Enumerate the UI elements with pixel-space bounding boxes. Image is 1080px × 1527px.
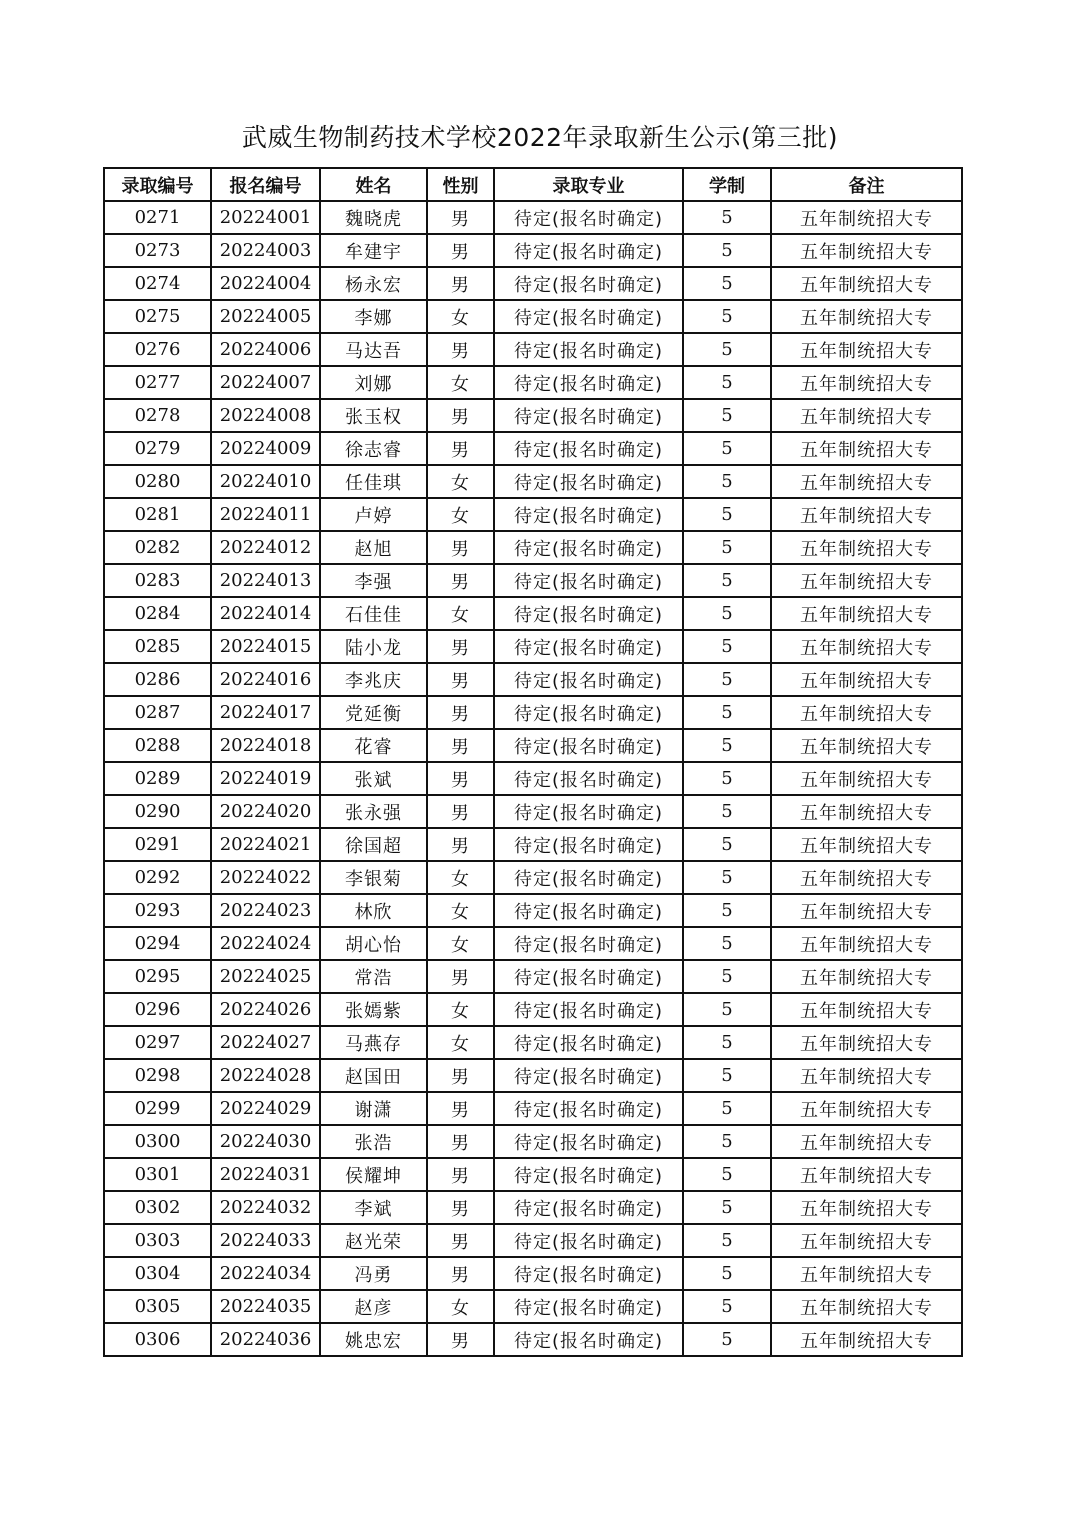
header-gender: 性别 [427,168,494,201]
table-row [104,729,962,762]
student-name-cell: 冯勇 [320,1257,427,1290]
major-cell: 待定(报名时确定) [494,597,683,630]
note-cell: 五年制统招大专 [771,564,962,597]
note-cell: 五年制统招大专 [771,762,962,795]
note-cell: 五年制统招大专 [771,729,962,762]
student-name-cell: 石佳佳 [320,597,427,630]
student-name-cell: 杨永宏 [320,267,427,300]
student-name-cell: 赵旭 [320,531,427,564]
admission-table [103,167,963,1357]
duration-cell: 5 [683,861,771,894]
admission-number-cell: 0306 [104,1323,211,1356]
duration-cell: 5 [683,1026,771,1059]
table-row [104,630,962,663]
major-cell: 待定(报名时确定) [494,1026,683,1059]
duration-cell: 5 [683,1257,771,1290]
admission-number-cell: 0278 [104,399,211,432]
note-cell: 五年制统招大专 [771,366,962,399]
registration-number-cell: 20224016 [211,663,320,696]
note-cell: 五年制统招大专 [771,1125,962,1158]
table-row [104,564,962,597]
major-cell: 待定(报名时确定) [494,960,683,993]
admission-number-cell: 0289 [104,762,211,795]
major-cell: 待定(报名时确定) [494,1158,683,1191]
gender-cell: 男 [427,960,494,993]
note-cell: 五年制统招大专 [771,531,962,564]
duration-cell: 5 [683,597,771,630]
registration-number-cell: 20224028 [211,1059,320,1092]
duration-cell: 5 [683,300,771,333]
major-cell: 待定(报名时确定) [494,663,683,696]
duration-cell: 5 [683,1290,771,1323]
admission-number-cell: 0271 [104,201,211,234]
duration-cell: 5 [683,399,771,432]
gender-cell: 女 [427,1290,494,1323]
duration-cell: 5 [683,1323,771,1356]
registration-number-cell: 20224034 [211,1257,320,1290]
student-name-cell: 魏晓虎 [320,201,427,234]
gender-cell: 男 [427,399,494,432]
registration-number-cell: 20224036 [211,1323,320,1356]
note-cell: 五年制统招大专 [771,300,962,333]
admission-number-cell: 0302 [104,1191,211,1224]
note-cell: 五年制统招大专 [771,1191,962,1224]
admission-number-cell: 0296 [104,993,211,1026]
duration-cell: 5 [683,630,771,663]
major-cell: 待定(报名时确定) [494,894,683,927]
admission-number-cell: 0282 [104,531,211,564]
major-cell: 待定(报名时确定) [494,1092,683,1125]
major-cell: 待定(报名时确定) [494,1125,683,1158]
header-name: 姓名 [320,168,427,201]
registration-number-cell: 20224020 [211,795,320,828]
gender-cell: 男 [427,828,494,861]
student-name-cell: 张玉权 [320,399,427,432]
major-cell: 待定(报名时确定) [494,696,683,729]
note-cell: 五年制统招大专 [771,1323,962,1356]
gender-cell: 女 [427,993,494,1026]
table-row [104,1026,962,1059]
student-name-cell: 李强 [320,564,427,597]
major-cell: 待定(报名时确定) [494,1059,683,1092]
duration-cell: 5 [683,894,771,927]
registration-number-cell: 20224029 [211,1092,320,1125]
registration-number-cell: 20224004 [211,267,320,300]
registration-number-cell: 20224014 [211,597,320,630]
registration-number-cell: 20224026 [211,993,320,1026]
duration-cell: 5 [683,960,771,993]
registration-number-cell: 20224007 [211,366,320,399]
table-row [104,597,962,630]
major-cell: 待定(报名时确定) [494,267,683,300]
admission-number-cell: 0273 [104,234,211,267]
gender-cell: 男 [427,1092,494,1125]
duration-cell: 5 [683,531,771,564]
table-row [104,960,962,993]
note-cell: 五年制统招大专 [771,498,962,531]
gender-cell: 男 [427,1059,494,1092]
registration-number-cell: 20224031 [211,1158,320,1191]
admission-number-cell: 0284 [104,597,211,630]
major-cell: 待定(报名时确定) [494,729,683,762]
major-cell: 待定(报名时确定) [494,795,683,828]
table-row [104,1158,962,1191]
student-name-cell: 赵光荣 [320,1224,427,1257]
note-cell: 五年制统招大专 [771,201,962,234]
duration-cell: 5 [683,927,771,960]
admission-number-cell: 0276 [104,333,211,366]
gender-cell: 男 [427,795,494,828]
major-cell: 待定(报名时确定) [494,300,683,333]
major-cell: 待定(报名时确定) [494,564,683,597]
registration-number-cell: 20224001 [211,201,320,234]
gender-cell: 男 [427,333,494,366]
duration-cell: 5 [683,234,771,267]
major-cell: 待定(报名时确定) [494,1323,683,1356]
note-cell: 五年制统招大专 [771,927,962,960]
page-title: 武威生物制药技术学校2022年录取新生公示(第三批) [241,123,839,152]
gender-cell: 男 [427,696,494,729]
duration-cell: 5 [683,663,771,696]
major-cell: 待定(报名时确定) [494,399,683,432]
major-cell: 待定(报名时确定) [494,1191,683,1224]
table-row [104,465,962,498]
table-row [104,531,962,564]
duration-cell: 5 [683,432,771,465]
gender-cell: 男 [427,234,494,267]
gender-cell: 男 [427,729,494,762]
gender-cell: 男 [427,630,494,663]
header-admission-number: 录取编号 [104,168,211,201]
note-cell: 五年制统招大专 [771,597,962,630]
note-cell: 五年制统招大专 [771,861,962,894]
gender-cell: 男 [427,1224,494,1257]
duration-cell: 5 [683,201,771,234]
gender-cell: 男 [427,1323,494,1356]
duration-cell: 5 [683,1059,771,1092]
major-cell: 待定(报名时确定) [494,333,683,366]
registration-number-cell: 20224024 [211,927,320,960]
major-cell: 待定(报名时确定) [494,366,683,399]
admission-number-cell: 0275 [104,300,211,333]
admission-number-cell: 0304 [104,1257,211,1290]
note-cell: 五年制统招大专 [771,465,962,498]
table-row [104,1125,962,1158]
student-name-cell: 徐国超 [320,828,427,861]
duration-cell: 5 [683,1158,771,1191]
table-row [104,399,962,432]
admission-number-cell: 0279 [104,432,211,465]
table-row [104,663,962,696]
student-name-cell: 张嫣紫 [320,993,427,1026]
registration-number-cell: 20224018 [211,729,320,762]
table-row [104,1191,962,1224]
student-name-cell: 任佳琪 [320,465,427,498]
registration-number-cell: 20224009 [211,432,320,465]
gender-cell: 女 [427,927,494,960]
table-body [104,201,962,1356]
header-duration: 学制 [683,168,771,201]
student-name-cell: 林欣 [320,894,427,927]
student-name-cell: 胡心怡 [320,927,427,960]
table-header-row [104,168,962,201]
registration-number-cell: 20224023 [211,894,320,927]
admission-number-cell: 0298 [104,1059,211,1092]
major-cell: 待定(报名时确定) [494,993,683,1026]
student-name-cell: 李兆庆 [320,663,427,696]
table-row [104,993,962,1026]
table-row [104,498,962,531]
gender-cell: 男 [427,663,494,696]
duration-cell: 5 [683,465,771,498]
admission-number-cell: 0293 [104,894,211,927]
registration-number-cell: 20224015 [211,630,320,663]
note-cell: 五年制统招大专 [771,399,962,432]
table-row [104,1092,962,1125]
gender-cell: 女 [427,498,494,531]
gender-cell: 女 [427,366,494,399]
student-name-cell: 刘娜 [320,366,427,399]
gender-cell: 女 [427,597,494,630]
registration-number-cell: 20224017 [211,696,320,729]
duration-cell: 5 [683,696,771,729]
table-row [104,300,962,333]
admission-number-cell: 0295 [104,960,211,993]
student-name-cell: 谢潇 [320,1092,427,1125]
gender-cell: 男 [427,1257,494,1290]
major-cell: 待定(报名时确定) [494,498,683,531]
major-cell: 待定(报名时确定) [494,432,683,465]
registration-number-cell: 20224033 [211,1224,320,1257]
admission-number-cell: 0291 [104,828,211,861]
student-name-cell: 花睿 [320,729,427,762]
duration-cell: 5 [683,729,771,762]
student-name-cell: 李娜 [320,300,427,333]
note-cell: 五年制统招大专 [771,663,962,696]
table-row [104,1290,962,1323]
note-cell: 五年制统招大专 [771,696,962,729]
registration-number-cell: 20224010 [211,465,320,498]
student-name-cell: 徐志睿 [320,432,427,465]
admission-number-cell: 0301 [104,1158,211,1191]
note-cell: 五年制统招大专 [771,1158,962,1191]
gender-cell: 女 [427,465,494,498]
admission-number-cell: 0294 [104,927,211,960]
duration-cell: 5 [683,828,771,861]
gender-cell: 男 [427,267,494,300]
note-cell: 五年制统招大专 [771,1224,962,1257]
table-row [104,234,962,267]
registration-number-cell: 20224025 [211,960,320,993]
table-row [104,333,962,366]
registration-number-cell: 20224032 [211,1191,320,1224]
admission-number-cell: 0287 [104,696,211,729]
duration-cell: 5 [683,333,771,366]
major-cell: 待定(报名时确定) [494,762,683,795]
note-cell: 五年制统招大专 [771,1290,962,1323]
admission-number-cell: 0303 [104,1224,211,1257]
table-row [104,432,962,465]
duration-cell: 5 [683,1224,771,1257]
registration-number-cell: 20224008 [211,399,320,432]
note-cell: 五年制统招大专 [771,828,962,861]
header-major: 录取专业 [494,168,683,201]
table-row [104,795,962,828]
duration-cell: 5 [683,1125,771,1158]
registration-number-cell: 20224021 [211,828,320,861]
admission-number-cell: 0299 [104,1092,211,1125]
major-cell: 待定(报名时确定) [494,465,683,498]
admission-number-cell: 0283 [104,564,211,597]
major-cell: 待定(报名时确定) [494,201,683,234]
registration-number-cell: 20224035 [211,1290,320,1323]
student-name-cell: 常浩 [320,960,427,993]
header-registration-number: 报名编号 [211,168,320,201]
student-name-cell: 张永强 [320,795,427,828]
admission-number-cell: 0274 [104,267,211,300]
gender-cell: 女 [427,1026,494,1059]
admission-number-cell: 0290 [104,795,211,828]
table-row [104,1323,962,1356]
registration-number-cell: 20224022 [211,861,320,894]
student-name-cell: 李银菊 [320,861,427,894]
major-cell: 待定(报名时确定) [494,1290,683,1323]
admission-number-cell: 0277 [104,366,211,399]
gender-cell: 男 [427,1125,494,1158]
note-cell: 五年制统招大专 [771,1092,962,1125]
gender-cell: 男 [427,1158,494,1191]
note-cell: 五年制统招大专 [771,1059,962,1092]
table-row [104,927,962,960]
major-cell: 待定(报名时确定) [494,531,683,564]
major-cell: 待定(报名时确定) [494,234,683,267]
table-row [104,1224,962,1257]
student-name-cell: 张浩 [320,1125,427,1158]
admission-number-cell: 0305 [104,1290,211,1323]
table-row [104,696,962,729]
major-cell: 待定(报名时确定) [494,1224,683,1257]
admission-number-cell: 0281 [104,498,211,531]
gender-cell: 男 [427,531,494,564]
gender-cell: 男 [427,1191,494,1224]
duration-cell: 5 [683,366,771,399]
gender-cell: 女 [427,300,494,333]
table-row [104,861,962,894]
gender-cell: 女 [427,861,494,894]
registration-number-cell: 20224006 [211,333,320,366]
gender-cell: 男 [427,432,494,465]
note-cell: 五年制统招大专 [771,960,962,993]
registration-number-cell: 20224027 [211,1026,320,1059]
note-cell: 五年制统招大专 [771,1026,962,1059]
table-row [104,366,962,399]
gender-cell: 女 [427,894,494,927]
duration-cell: 5 [683,564,771,597]
duration-cell: 5 [683,267,771,300]
student-name-cell: 侯耀坤 [320,1158,427,1191]
note-cell: 五年制统招大专 [771,234,962,267]
student-name-cell: 赵彦 [320,1290,427,1323]
note-cell: 五年制统招大专 [771,795,962,828]
major-cell: 待定(报名时确定) [494,1257,683,1290]
admission-number-cell: 0280 [104,465,211,498]
note-cell: 五年制统招大专 [771,894,962,927]
registration-number-cell: 20224011 [211,498,320,531]
major-cell: 待定(报名时确定) [494,630,683,663]
gender-cell: 男 [427,762,494,795]
major-cell: 待定(报名时确定) [494,861,683,894]
student-name-cell: 马达吾 [320,333,427,366]
registration-number-cell: 20224005 [211,300,320,333]
note-cell: 五年制统招大专 [771,333,962,366]
table-row [104,894,962,927]
table-row [104,201,962,234]
student-name-cell: 张斌 [320,762,427,795]
header-note: 备注 [771,168,962,201]
student-name-cell: 赵国田 [320,1059,427,1092]
note-cell: 五年制统招大专 [771,267,962,300]
note-cell: 五年制统招大专 [771,993,962,1026]
table-row [104,1257,962,1290]
registration-number-cell: 20224013 [211,564,320,597]
duration-cell: 5 [683,795,771,828]
registration-number-cell: 20224012 [211,531,320,564]
student-name-cell: 卢婷 [320,498,427,531]
gender-cell: 男 [427,201,494,234]
registration-number-cell: 20224003 [211,234,320,267]
note-cell: 五年制统招大专 [771,1257,962,1290]
admission-number-cell: 0292 [104,861,211,894]
major-cell: 待定(报名时确定) [494,828,683,861]
duration-cell: 5 [683,1191,771,1224]
table-row [104,1059,962,1092]
registration-number-cell: 20224030 [211,1125,320,1158]
student-name-cell: 牟建宇 [320,234,427,267]
duration-cell: 5 [683,498,771,531]
student-name-cell: 党延衡 [320,696,427,729]
note-cell: 五年制统招大专 [771,432,962,465]
duration-cell: 5 [683,1092,771,1125]
student-name-cell: 李斌 [320,1191,427,1224]
gender-cell: 男 [427,564,494,597]
table-row [104,762,962,795]
major-cell: 待定(报名时确定) [494,927,683,960]
student-name-cell: 姚忠宏 [320,1323,427,1356]
admission-number-cell: 0300 [104,1125,211,1158]
student-name-cell: 陆小龙 [320,630,427,663]
admission-number-cell: 0288 [104,729,211,762]
registration-number-cell: 20224019 [211,762,320,795]
admission-number-cell: 0297 [104,1026,211,1059]
admission-number-cell: 0285 [104,630,211,663]
table-row [104,828,962,861]
note-cell: 五年制统招大专 [771,630,962,663]
duration-cell: 5 [683,762,771,795]
table-row [104,267,962,300]
duration-cell: 5 [683,993,771,1026]
admission-number-cell: 0286 [104,663,211,696]
student-name-cell: 马燕存 [320,1026,427,1059]
